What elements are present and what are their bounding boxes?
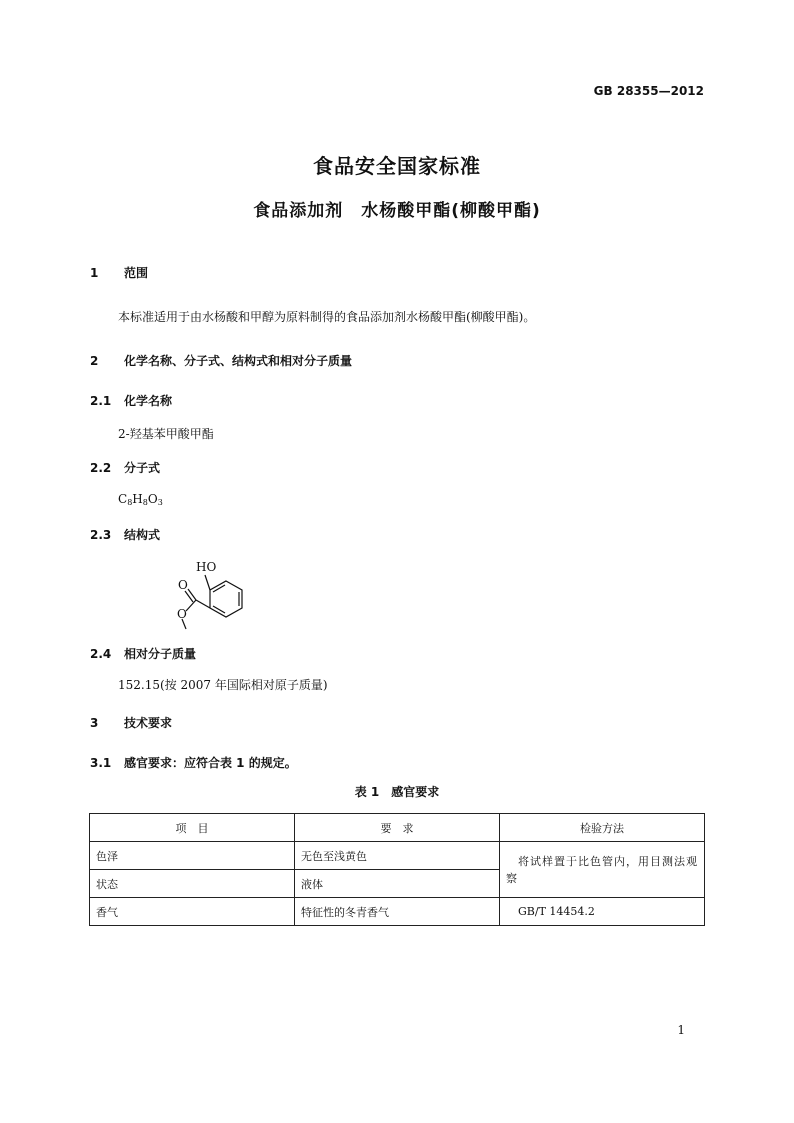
hydroxyl-label: HO xyxy=(196,560,217,574)
standard-prefix: GB xyxy=(593,84,613,98)
hydroxyl-bond xyxy=(205,575,210,590)
molecular-weight: 152.15(按 2007 年国际相对原子质量) xyxy=(118,678,328,692)
carbonyl-oxygen-label: O xyxy=(178,578,188,592)
section-number: 3.1 xyxy=(90,756,112,770)
table-cell-item: 色泽 xyxy=(90,842,295,870)
section-3-heading xyxy=(90,714,172,731)
table-cell-requirement: 特征性的冬青香气 xyxy=(295,898,500,926)
ester-oxygen-label: O xyxy=(177,607,187,621)
section-number: 2 xyxy=(90,354,99,368)
section-2-heading xyxy=(90,352,352,369)
section-number: 2.2 xyxy=(90,461,112,475)
standard-code xyxy=(594,84,704,98)
section-1-heading xyxy=(90,264,148,281)
structural-formula xyxy=(160,555,260,635)
section-title: 结构式 xyxy=(124,528,161,542)
section-1-text: 本标准适用于由水杨酸和甲醇为原料制得的食品添加剂水杨酸甲酯(柳酸甲酯)。 xyxy=(118,310,536,324)
table-row xyxy=(90,898,705,926)
table-header: 要 求 xyxy=(295,814,500,842)
section-number: 2.3 xyxy=(90,528,112,542)
benzene-ring xyxy=(210,581,242,617)
section-number: 1 xyxy=(90,266,99,280)
section-title: 技术要求 xyxy=(124,716,173,730)
section-number: 2.4 xyxy=(90,647,112,661)
table-cell-requirement: 液体 xyxy=(295,870,500,898)
table-cell-method: 将试样置于比色管内，用目测法观察 xyxy=(500,842,705,898)
section-title: 化学名称 xyxy=(124,394,173,408)
section-title: 相对分子质量 xyxy=(124,647,197,661)
table-cell-item: 香气 xyxy=(90,898,295,926)
section-2-3-heading xyxy=(90,526,160,543)
document-subtitle: 食品添加剂 水杨酸甲酯(柳酸甲酯) xyxy=(253,201,541,221)
section-title: 分子式 xyxy=(124,461,161,475)
section-title: 化学名称、分子式、结构式和相对分子质量 xyxy=(124,354,353,368)
document-title: 食品安全国家标准 xyxy=(313,154,481,178)
sensory-requirements-table xyxy=(89,813,705,926)
ester-bond xyxy=(196,600,210,608)
table-cell-method: GB/T 14454.2 xyxy=(500,898,705,926)
section-number: 3 xyxy=(90,716,99,730)
section-2-1-heading xyxy=(90,392,172,409)
table-header: 检验方法 xyxy=(500,814,705,842)
section-2-4-heading xyxy=(90,645,196,662)
section-title: 范围 xyxy=(124,266,149,280)
table-cell-item: 状态 xyxy=(90,870,295,898)
section-3-1-heading xyxy=(90,754,297,771)
table-header: 项 目 xyxy=(90,814,295,842)
section-2-2-heading xyxy=(90,459,160,476)
molecular-formula: $C_8H_8O_3$ xyxy=(118,492,163,507)
section-title: 感官要求：应符合表 1 的规定。 xyxy=(124,756,297,770)
chemical-name: 2-羟基苯甲酸甲酯 xyxy=(118,427,214,441)
table-cell-requirement: 无色至浅黄色 xyxy=(295,842,500,870)
table-row xyxy=(90,842,705,870)
standard-number: 28355—2012 xyxy=(616,84,704,98)
table-caption: 表 1 感官要求 xyxy=(354,785,440,799)
page-number: 1 xyxy=(677,1023,685,1037)
table-header-row xyxy=(90,814,705,842)
section-number: 2.1 xyxy=(90,394,112,408)
